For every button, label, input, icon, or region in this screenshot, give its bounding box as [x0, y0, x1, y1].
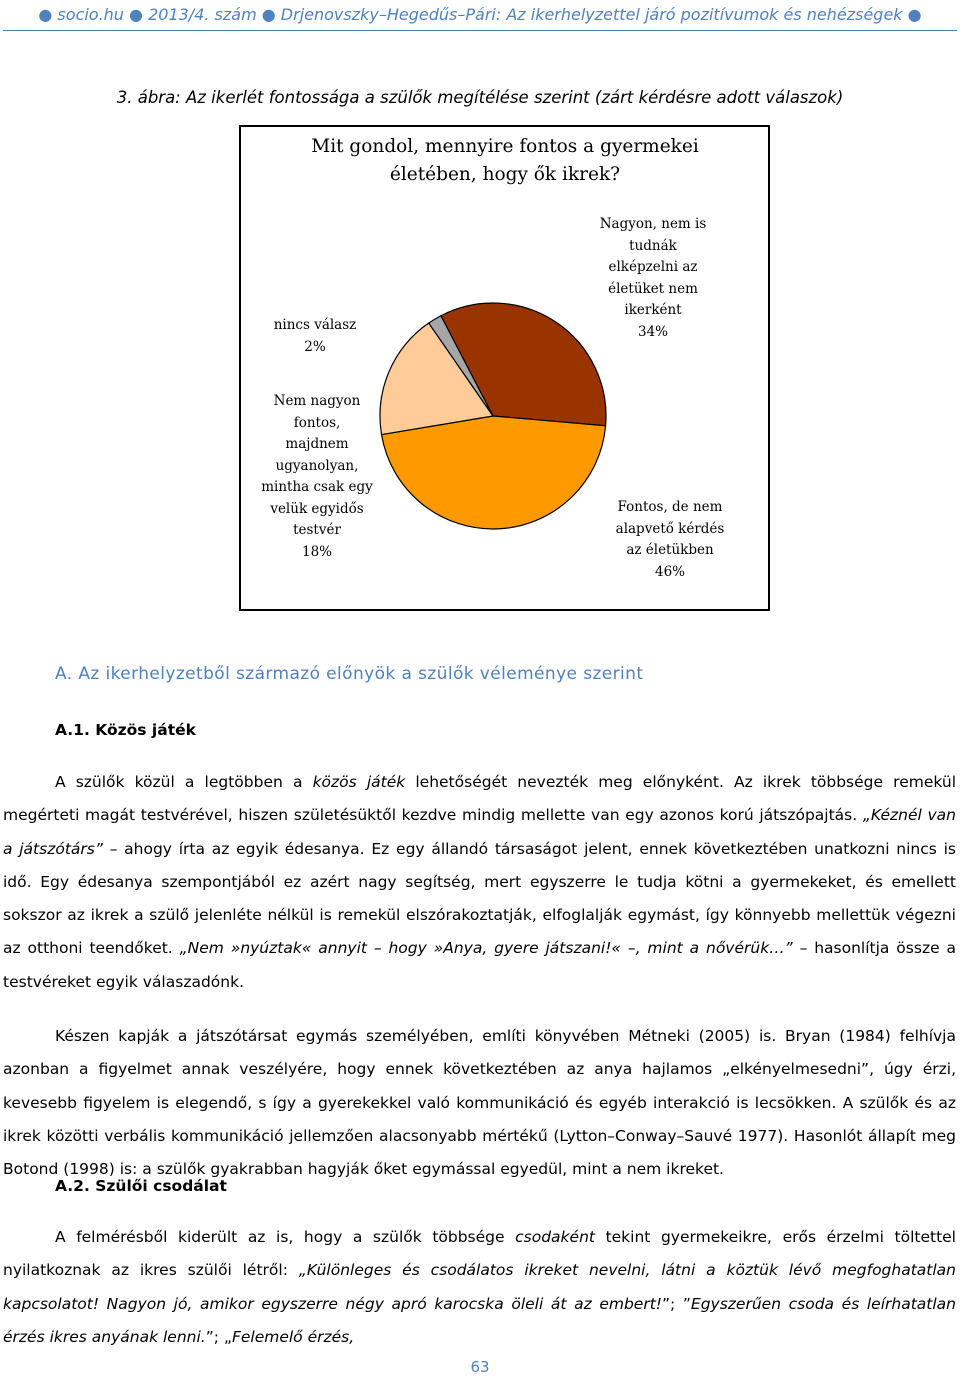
paragraph-parental-wonder: [3, 1221, 956, 1354]
text-run: – ahogy írta az egyik édesanya. Ez egy állandó társaságot jelent, ennek következtében unatkozni nincs is idő. Egy édesanya szempontjából ez azért nagy segítség, mert egyszerre le tudja kötni a gyermekeket, és emellett sokszor az ikrek a szülő jelenléte nélkül is remekül elszórakoztatják, elfoglalják egymást, így könnyebb mellettük végezni az otthoni teendőket.: [3, 839, 956, 958]
text-run: Készen kapják a játszótársat egymás személyében, említi könyvében Métneki (2005) is. Bryan (1984) felhívja azonban a figyelmet annak veszélyére, hogy ennek következtében az anya hajlamos „elkényelmesedni”, úgy érzi, kevesebb figyelem is elegendő, s így a gyerekekkel való kommunikáció és egyéb interakció is lecsökken. A szülők és az ikrek közötti verbális kommunikáció jellemzően alacsonyabb mértékű (Lytton–Conway–Sauvé 1977). Hasonlót állapít meg Botond (1998) is: a szülők gyakrabban hagyják őket egymással egyedül, mint a nem ikreket.: [3, 1027, 956, 1179]
pie-label-not-very-important: [250, 391, 384, 563]
quote: „Nem »nyúztak« annyit – hogy »Anya, gyere játszani!« –, mint a nővérük…”: [179, 939, 793, 958]
quote: „Különleges és csodálatos ikreket nevelni, látni a köztük lévő megfoghatatlan kapcsolatot! Nagyon jó, amikor egyszerre négy apró karocska öleli át az embert!: [3, 1261, 956, 1313]
quote: „Kéznél van a játszótárs”: [3, 806, 957, 858]
pie-label-percentage: 2%: [304, 338, 326, 355]
section-heading-a1: A.1. Közös játék: [55, 721, 196, 739]
pie-label-line: életüket nem: [608, 280, 698, 297]
text-run: ”; ”: [662, 1294, 691, 1313]
paragraph-common-play: [3, 766, 956, 999]
running-header-text: ● socio.hu ● 2013/4. szám ● Drjenovszky–Hegedűs–Pári: Az ikerhelyzettel járó pozitívumok és nehézségek ●: [38, 5, 922, 24]
paragraph-ready-playmate: [3, 1020, 956, 1186]
pie-label-line: az életükben: [626, 542, 714, 558]
figure-caption: 3. ábra: Az ikerlét fontossága a szülők megítélése szerint (zárt kérdésre adott válaszok): [116, 88, 844, 107]
pie-label-important-not-fundamental: [590, 497, 750, 583]
pie-label-no-answer: [255, 315, 375, 358]
pie-label-percentage: 34%: [637, 323, 668, 340]
running-header: [0, 0, 960, 30]
section-heading-a: A. Az ikerhelyzetből származó előnyök a szülők véleménye szerint: [55, 664, 644, 684]
chart-title: [260, 133, 750, 189]
quote: Felemelő érzés,: [231, 1327, 355, 1346]
text-run: A szülők közül a legtöbben a: [55, 773, 313, 791]
pie-label-line: majdnem: [285, 436, 349, 452]
emphasis: közös játék: [312, 773, 406, 791]
pie-label-line: fontos,: [293, 414, 341, 431]
section-heading-a2: A.2. Szülői csodálat: [55, 1177, 227, 1195]
pie-label-line: ugyanolyan,: [275, 457, 359, 474]
pie-label-percentage: 46%: [654, 563, 685, 580]
chart-title-line-1: Mit gondol, mennyire fontos a gyermekei: [311, 136, 699, 157]
text-run: – hasonlítja össze a testvéreket egyik válaszadónk.: [3, 939, 956, 991]
pie-label-line: testvér: [293, 522, 341, 538]
page-number: 63: [470, 1358, 490, 1376]
pie-label-line: nincs válasz: [273, 317, 357, 333]
pie-label-line: ikerként: [624, 302, 682, 318]
pie-label-line: Nagyon, nem is: [599, 216, 707, 232]
pie-label-line: elképzelni az: [608, 259, 698, 275]
emphasis: csodaként: [515, 1228, 595, 1246]
pie-label-line: Fontos, de nem: [617, 499, 723, 515]
pie-label-line: alapvető kérdés: [615, 520, 725, 537]
pie-label-line: velük egyidős: [270, 500, 364, 517]
text-run: A felmérésből kiderült az is, hogy a szülők többsége: [55, 1228, 516, 1246]
pie-label-very-important: [578, 214, 728, 343]
pie-label-line: Nem nagyon: [273, 393, 361, 409]
pie-label-line: mintha csak egy: [261, 479, 373, 495]
text-run: tekint gyermekeikre, erős érzelmi töltettel nyilatkoznak az ikres szülői létről:: [3, 1228, 956, 1280]
chart-title-line-2: életében, hogy ők ikrek?: [389, 164, 621, 185]
pie-label-line: tudnák: [629, 237, 677, 254]
header-divider: [3, 30, 957, 31]
pie-label-percentage: 18%: [301, 543, 332, 560]
quote: Egyszerűen csoda és leírhatatlan érzés ikres anyának lenni.: [3, 1294, 957, 1346]
text-run: ”; „: [205, 1327, 232, 1346]
text-run: lehetőségét nevezték meg előnyként. Az ikrek többsége remekül megérteti magát testvérével, hiszen születésüktől kezdve mindig mellette van egy azonos korú játszópajtás.: [3, 773, 956, 825]
